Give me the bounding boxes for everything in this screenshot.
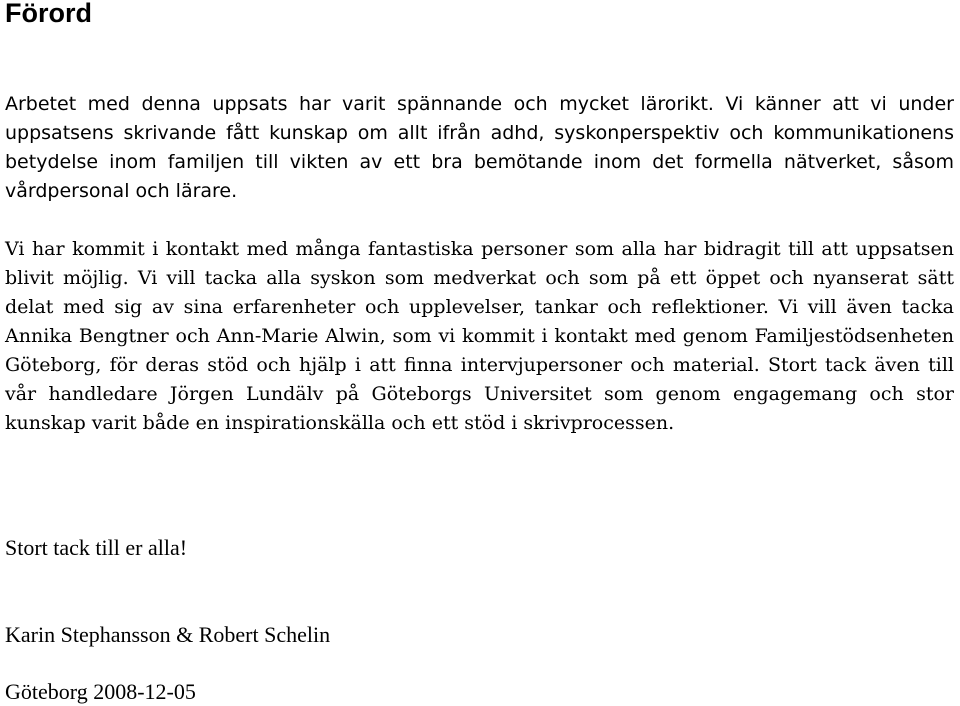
place-and-date: Göteborg 2008-12-05: [5, 679, 196, 704]
paragraph-acknowledgements: Vi har kommit i kontakt med många fantastiska personer som alla har bidragit till att uppsatsen blivit möjlig. Vi vill tacka alla syskon som medverkat och som på ett öppet och nyanserat sätt delat med sig av sina erfarenheter och upplevelser, tankar och reflektioner. Vi vill även tacka Annika Bengtner och Ann-Marie Alwin, som vi kommit i kontakt med genom Familjestödsenheten Göteborg, för deras stöd och hjälp i att finna intervjupersoner och material. Stort tack även till vår handledare Jörgen Lundälv på Göteborgs Universitet som genom engagemang och stor kunskap varit både en inspirationskälla och ett stöd i skrivprocessen.: [5, 238, 954, 434]
author-names: Karin Stephansson & Robert Schelin: [5, 622, 331, 647]
closing-thanks: Stort tack till er alla!: [5, 535, 188, 560]
paragraph-intro: Arbetet med denna uppsats har varit spännande och mycket lärorikt. Vi känner att vi under uppsatsens skrivande fått kunskap om allt ifrån adhd, syskonperspektiv och kommunikationens betydelse inom familjen till vikten av ett bra bemötande inom det formella nätverket, såsom vårdpersonal och lärare.: [5, 93, 954, 202]
page-title: Förord: [5, 0, 92, 28]
